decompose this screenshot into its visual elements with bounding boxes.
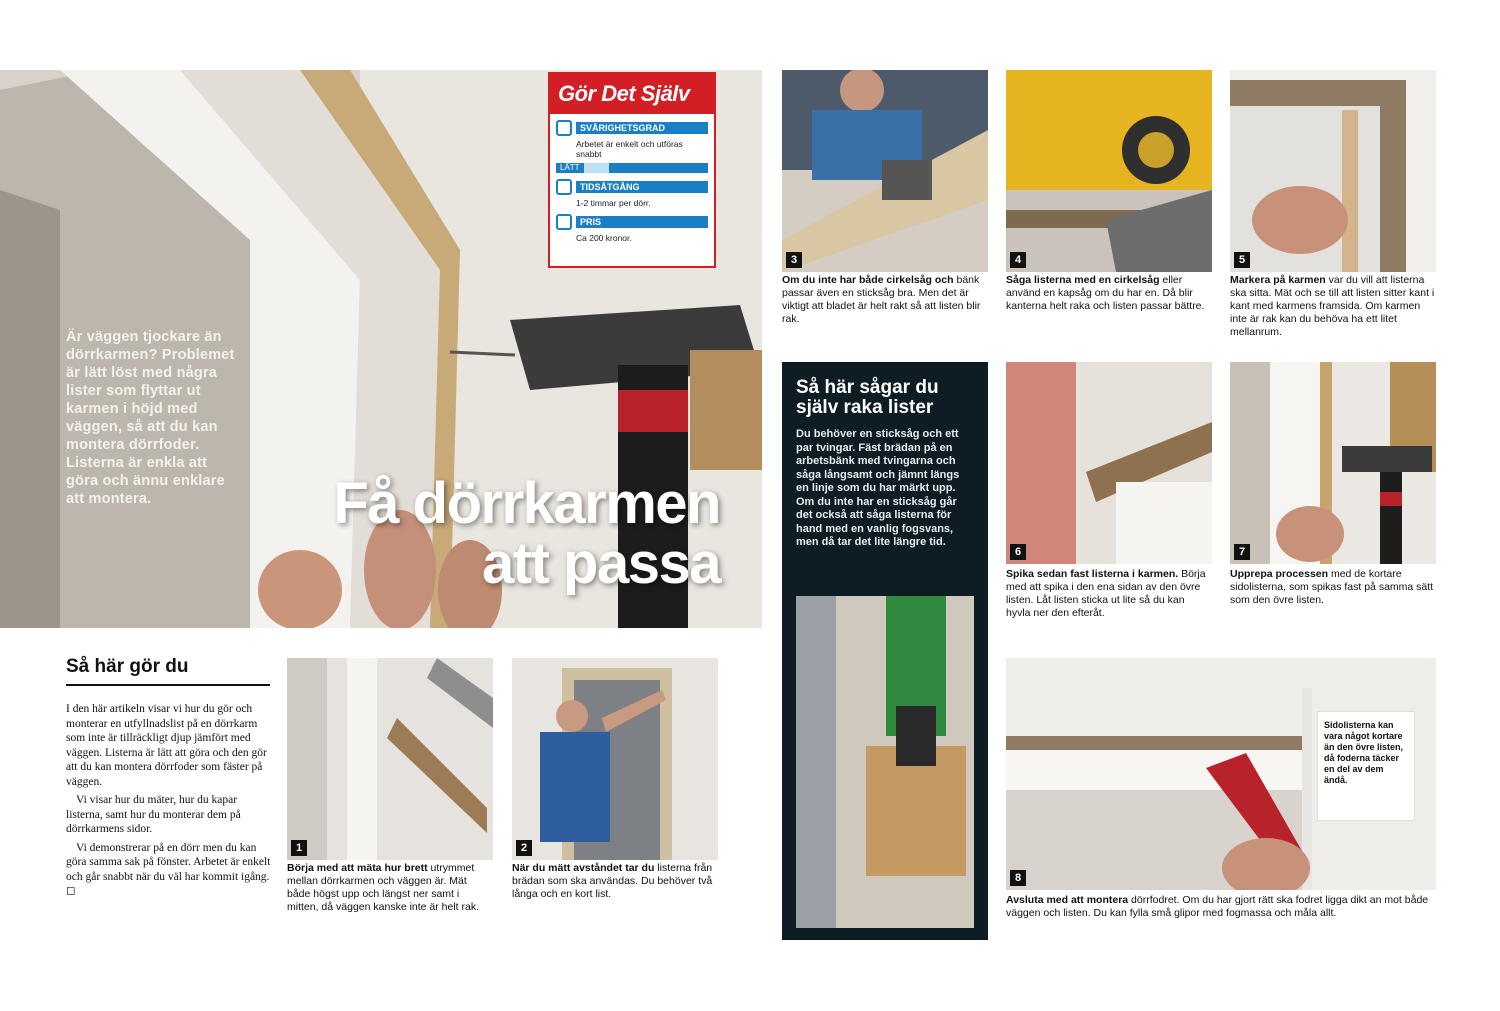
step-6-caption bbox=[1006, 568, 1212, 620]
step-6-number: 6 bbox=[1010, 544, 1026, 560]
step-2-number: 2 bbox=[516, 840, 532, 856]
step-6-caption-text: Börja med att spika i den ena sidan av den övre listen. Låt listen sticka ut lite så du kan hyvla ner den efteråt. bbox=[1006, 568, 1206, 619]
step-6-illustration bbox=[1006, 362, 1212, 564]
step-1-number: 1 bbox=[291, 840, 307, 856]
step-photo-4 bbox=[1006, 70, 1212, 272]
step-2-caption-bold: När du mätt avståndet tar du bbox=[512, 862, 655, 874]
step-7-illustration bbox=[1230, 362, 1436, 564]
step-8-caption-bold: Avsluta med att montera bbox=[1006, 894, 1129, 906]
difficulty-gauge bbox=[556, 163, 708, 173]
step-1-caption-bold: Börja med att mäta hur brett bbox=[287, 862, 428, 874]
step-1-illustration bbox=[287, 658, 493, 860]
step-8-caption bbox=[1006, 894, 1436, 920]
money-icon bbox=[556, 214, 572, 230]
step-4-illustration bbox=[1006, 70, 1212, 272]
step-4-caption bbox=[1006, 274, 1212, 313]
step-7-caption-bold: Upprepa processen bbox=[1230, 568, 1329, 580]
howto-paragraph-3: Vi demonstrerar på en dörr men du kan göra samma sak på fönster. Arbetet är enkelt och går snabbt när du väl har kommit igång. ◻ bbox=[66, 841, 271, 897]
step-photo-1 bbox=[287, 658, 493, 860]
step-5-caption-bold: Markera på karmen bbox=[1230, 274, 1326, 286]
step-2-caption-text: listerna från brädan som ska användas. Du behöver två långa och en kort list. bbox=[512, 862, 713, 900]
gor-det-sjalv-badge bbox=[548, 72, 716, 268]
step-4-caption-bold: Såga listerna med en cirkelsåg bbox=[1006, 274, 1160, 286]
howto-paragraph-1: I den här artikeln visar vi hur du gör och monterar en utfyllnadslist på en dörrkarm som inte är tillräckligt djup jämfört med väggen. Listerna är lätt att göra och den gör att du kan montera dörrfoder som fäster på väggen. bbox=[66, 703, 267, 788]
step-2-illustration bbox=[512, 658, 718, 860]
wrench-icon bbox=[556, 120, 572, 136]
gauge-value: LÄTT bbox=[556, 163, 584, 173]
tip-box: Sidolisterna kan vara något kortare än den övre listen, då foderna täcker en del av dem ändå. bbox=[1318, 712, 1414, 820]
sidebar-photo bbox=[796, 596, 974, 928]
difficulty-text: Arbetet är enkelt och utföras snabbt bbox=[576, 139, 683, 159]
step-3-illustration bbox=[782, 70, 988, 272]
gauge-bar bbox=[584, 163, 708, 173]
jigsaw-illustration bbox=[796, 596, 974, 928]
step-photo-3 bbox=[782, 70, 988, 272]
hero-title-line1: Få dörrkarmen bbox=[333, 471, 720, 536]
step-5-caption bbox=[1230, 274, 1436, 339]
step-photo-7 bbox=[1230, 362, 1436, 564]
step-photo-5 bbox=[1230, 70, 1436, 272]
step-2-caption bbox=[512, 862, 718, 901]
price-text: Ca 200 kronor. bbox=[576, 233, 632, 243]
heading-rule bbox=[66, 684, 270, 686]
step-1-caption-text: utrymmet mellan dörrkarmen och väggen är. Mät både högst upp och längst ner samt i mitten, då väggen kanske inte är helt rak. bbox=[287, 862, 480, 913]
howto-body bbox=[66, 702, 272, 903]
difficulty-row bbox=[556, 120, 708, 136]
price-label: PRIS bbox=[576, 216, 708, 228]
step-5-illustration bbox=[1230, 70, 1436, 272]
sidebar-body: Du behöver en sticksåg och ett par tvingar. Fäst brädan på en arbetsbänk med tvingarna och såga långsamt och jämnt längs en linje som du har märkt upp. Om du inte har en sticksåg går det också att såga listerna för hand med en vanlig fogsvans, men då tar det lite längre tid. bbox=[796, 428, 960, 548]
time-row bbox=[556, 179, 708, 195]
step-7-caption-text: med de kortare sidolisterna, som spikas fast på samma sätt som den övre listen. bbox=[1230, 568, 1434, 606]
step-3-number: 3 bbox=[786, 252, 802, 268]
sidebar-box bbox=[782, 362, 988, 940]
step-8-caption-text: dörrfodret. Om du har gjort rätt ska fodret ligga dikt an mot både väggen och listen. Du kan fylla små glipor med fogmassa och måla allt. bbox=[1006, 894, 1429, 919]
step-photo-6 bbox=[1006, 362, 1212, 564]
step-7-number: 7 bbox=[1234, 544, 1250, 560]
step-3-caption-text: bänk passar även en sticksåg bra. Men det är viktigt att bladet är helt rakt så att listen blir rak. bbox=[782, 274, 981, 325]
hero-title bbox=[280, 471, 720, 596]
clock-icon bbox=[556, 179, 572, 195]
step-7-caption bbox=[1230, 568, 1436, 607]
step-4-caption-text: eller använd en kapsåg om du har en. Då blir kanterna helt raka och listen passar bättre. bbox=[1006, 274, 1205, 312]
hero-title-line2: att passa bbox=[482, 531, 720, 596]
step-3-caption bbox=[782, 274, 988, 326]
price-row bbox=[556, 214, 708, 230]
step-6-caption-bold: Spika sedan fast listerna i karmen. bbox=[1006, 568, 1179, 580]
step-5-number: 5 bbox=[1234, 252, 1250, 268]
step-1-caption bbox=[287, 862, 493, 914]
sidebar-title: Så här sågar du själv raka lister bbox=[796, 377, 939, 418]
step-8-number: 8 bbox=[1010, 870, 1026, 886]
difficulty-label: SVÅRIGHETSGRAD bbox=[576, 122, 708, 134]
step-photo-2 bbox=[512, 658, 718, 860]
badge-brand: Gör Det Själv bbox=[550, 74, 714, 114]
step-5-caption-text: var du vill att listerna ska sitta. Mät och se till att listen sitter kant i kant med karmens framsida. Om karmen inte är rak kan du behöva ha ett litet mellanrum. bbox=[1230, 274, 1435, 338]
step-4-number: 4 bbox=[1010, 252, 1026, 268]
howto-paragraph-2: Vi visar hur du mäter, hur du kapar listerna, samt hur du monterar dem på dörrkarmens sidor. bbox=[66, 794, 241, 835]
step-3-caption-bold: Om du inte har både cirkelsåg och bbox=[782, 274, 954, 286]
howto-heading: Så här gör du bbox=[66, 656, 189, 677]
time-text: 1-2 timmar per dörr. bbox=[576, 198, 651, 208]
hero-intro-text: Är väggen tjockare än dörrkarmen? Problemet är lätt löst med några lister som flyttar ut karmen i höjd med väggen, så att du kan montera dörrfoder. Listerna är enkla att göra och ännu enklare att montera. bbox=[66, 329, 235, 507]
time-label: TIDSÅTGÅNG bbox=[576, 181, 708, 193]
